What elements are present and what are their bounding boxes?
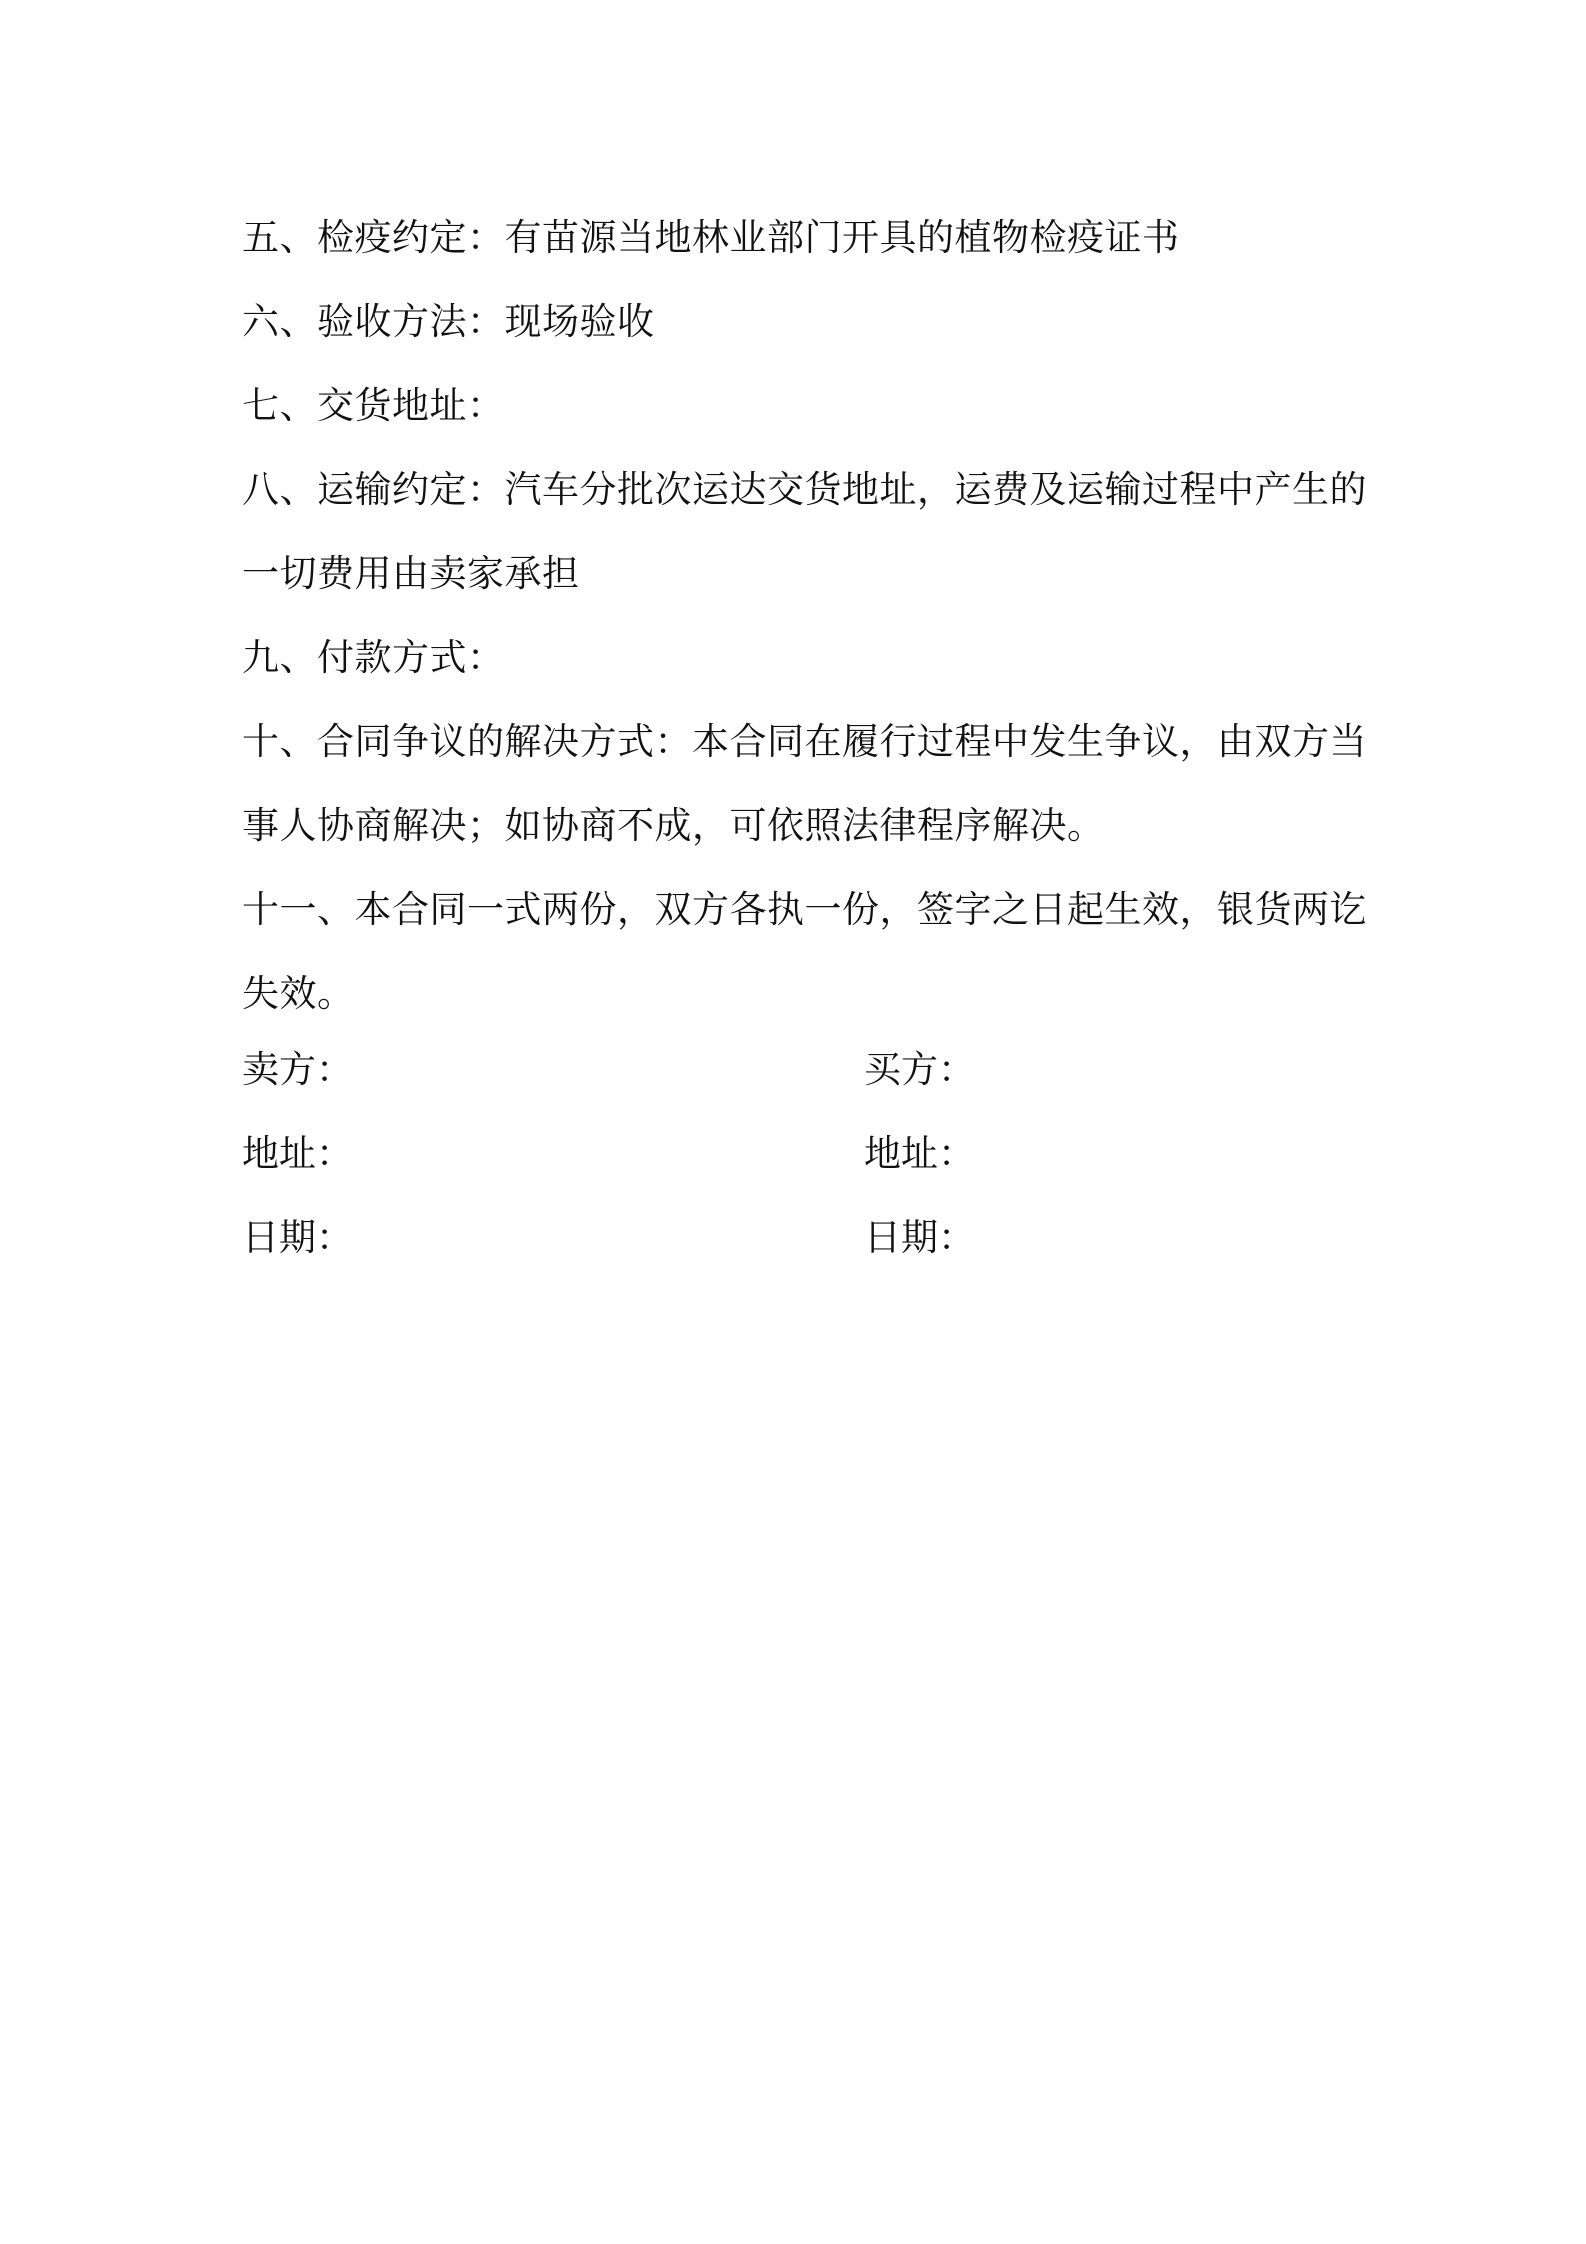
clause-transport: 八、运输约定：汽车分批次运达交货地址，运费及运输过程中产生的 — [242, 468, 1367, 511]
clause-acceptance: 六、验收方法：现场验收 — [242, 300, 655, 343]
clause-transport-cont: 一切费用由卖家承担 — [242, 552, 580, 595]
contract-clauses — [242, 196, 1367, 1036]
seller-address-label: 地址： — [242, 1132, 353, 1175]
clause-payment: 九、付款方式： — [242, 636, 505, 679]
clause-copies-cont: 失效。 — [242, 972, 355, 1015]
clause-delivery-address: 七、交货地址： — [242, 384, 505, 427]
seller-label: 卖方： — [242, 1048, 353, 1091]
signature-row-address — [242, 1112, 1362, 1196]
signature-row-date — [242, 1196, 1362, 1280]
clause-dispute-cont: 事人协商解决；如协商不成，可依照法律程序解决。 — [242, 804, 1105, 847]
buyer-date-label: 日期： — [864, 1216, 975, 1259]
clause-dispute: 十、合同争议的解决方式：本合同在履行过程中发生争议，由双方当 — [242, 720, 1367, 763]
buyer-label: 买方： — [864, 1048, 975, 1091]
buyer-address-label: 地址： — [864, 1132, 975, 1175]
clause-quarantine: 五、检疫约定：有苗源当地林业部门开具的植物检疫证书 — [242, 216, 1180, 259]
clause-copies: 十一、本合同一式两份，双方各执一份，签字之日起生效，银货两讫 — [242, 888, 1367, 931]
seller-date-label: 日期： — [242, 1216, 353, 1259]
signature-block — [242, 1028, 1362, 1280]
signature-row-party — [242, 1028, 1362, 1112]
